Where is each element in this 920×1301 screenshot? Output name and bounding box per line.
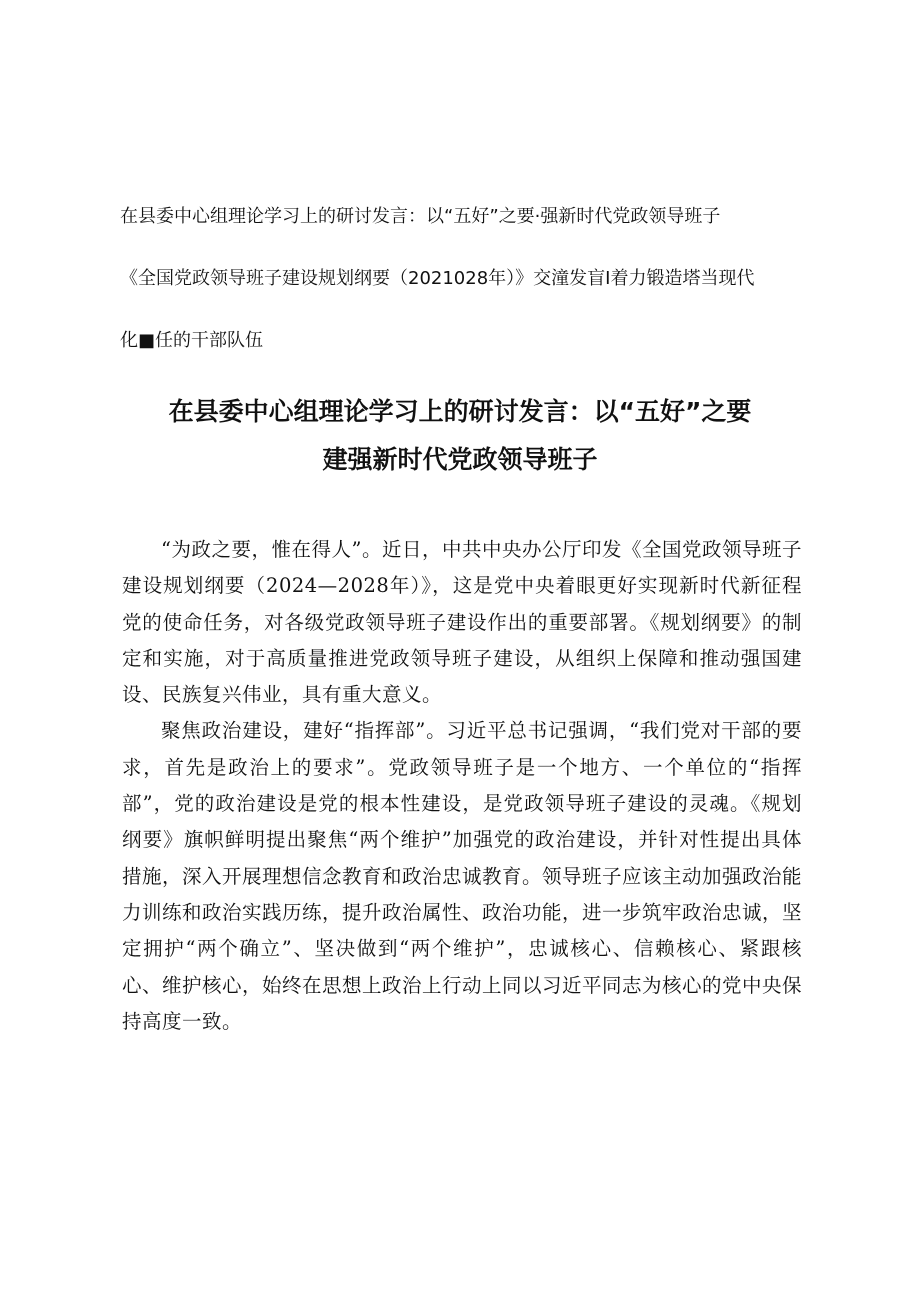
- toc-line: 化■任的干部队伍: [120, 330, 264, 351]
- toc-line: 在县委中心组理论学习上的研讨发言：以“五好”之要·强新时代党政领导班子: [120, 206, 721, 227]
- title-line: 在县委中心组理论学习上的研讨发言：以“五好”之要: [168, 397, 752, 426]
- body-paragraph: 聚焦政治建设，建好“指挥部”。习近平总书记强调，“我们党对干部的要求，首先是政治上的要求”。党政领导班子是一个地方、一个单位的“指挥部”，党的政治建设是党的根本性建设，是党政领导班子建设的灵魂。《规划纲要》旗帜鲜明提出聚焦“两个维护”加强党的政治建设，并针对性提出具体措施，深入开展理想信念教育和政治忠诚教育。领导班子应该主动加强政治能力训练和政治实践历练，提升政治属性、政治功能，进一步筑牢政治忠诚，坚定拥护“两个确立”、坚决做到“两个维护”，忠诚核心、信赖核心、紧跟核心、维护核心，始终在思想上政治上行动上同以习近平同志为核心的党中央保持高度一致。: [122, 719, 803, 1033]
- body-paragraph: “为政之要，惟在得人”。近日，中共中央办公厅印发《全国党政领导班子建设规划纲要（2024—2028年）》，这是党中央着眼更好实现新时代新征程党的使命任务，对各级党政领导班子建设作出的重要部署。《规划纲要》的制定和实施，对于高质量推进党政领导班子建设，从组织上保障和推动强国建设、民族复兴伟业，具有重大意义。: [122, 538, 802, 707]
- document-body: [122, 532, 802, 1040]
- table-of-contents: [120, 186, 800, 372]
- toc-line: 《全国党政领导班子建设规划纲要（2021028年）》交潼发盲Ⅰ着力锻造塔当现代: [120, 268, 755, 289]
- title-line: 建强新时代党政领导班子: [322, 445, 598, 474]
- document-title: [100, 388, 820, 484]
